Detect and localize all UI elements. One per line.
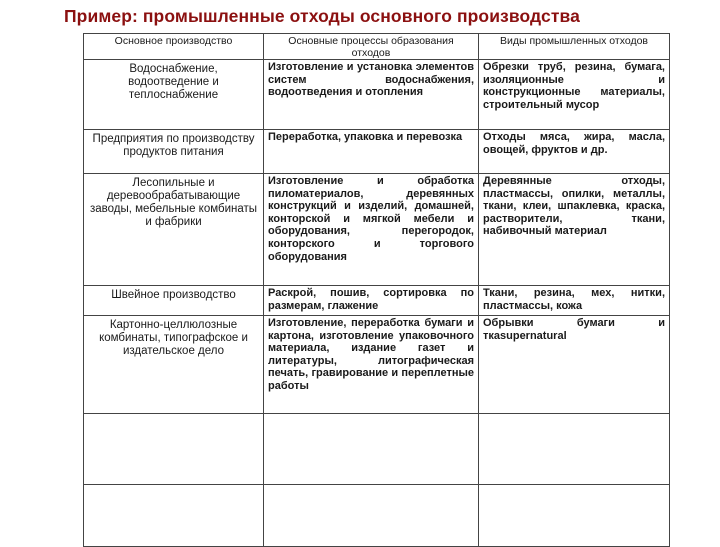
waste-cell: Деревянные отходы, пластмассы, опилки, металлы, ткани, клеи, шпаклевка, краска, растворители, ткани, набивочный материал bbox=[479, 174, 670, 286]
production-cell: Швейное производство bbox=[84, 286, 264, 316]
table-row bbox=[84, 414, 670, 485]
table-row bbox=[84, 485, 670, 547]
processes-cell: Изготовление, переработка бумаги и картона, изготовление упаковочного материала, издание газет и литературы, литографическая печать, гравирование и переплетные работы bbox=[264, 316, 479, 414]
header-processes: Основные процессы образования отходов bbox=[264, 34, 479, 60]
table-row bbox=[84, 316, 670, 414]
processes-cell: Раскрой, пошив, сортировка по размерам, глажение bbox=[264, 286, 479, 316]
table-row bbox=[84, 174, 670, 286]
processes-cell bbox=[264, 414, 479, 485]
waste-table bbox=[83, 33, 670, 547]
page-title: Пример: промышленные отходы основного производства bbox=[64, 6, 580, 26]
header-waste: Виды промышленных отходов bbox=[479, 34, 670, 60]
processes-cell: Изготовление и установка элементов систем водоснабжения, водоотведения и отопления bbox=[264, 60, 479, 130]
table-row bbox=[84, 60, 670, 130]
production-cell bbox=[84, 414, 264, 485]
production-cell: Картонно-целлюлозные комбинаты, типографское и издательское дело bbox=[84, 316, 264, 414]
waste-cell: Отходы мяса, жира, масла, овощей, фруктов и др. bbox=[479, 130, 670, 174]
table-header-row bbox=[84, 34, 670, 60]
production-cell: Лесопильные и деревообрабатывающие заводы, мебельные комбинаты и фабрики bbox=[84, 174, 264, 286]
waste-cell bbox=[479, 414, 670, 485]
production-cell: Предприятия по производству продуктов питания bbox=[84, 130, 264, 174]
waste-cell: Ткани, резина, мех, нитки, пластмассы, кожа bbox=[479, 286, 670, 316]
production-cell bbox=[84, 485, 264, 547]
processes-cell: Изготовление и обработка пиломатериалов, деревянных конструкций и изделий, домашней, конторской и мягкой мебели и оборудования, перегородок, конторского и торгового оборудования bbox=[264, 174, 479, 286]
waste-cell bbox=[479, 485, 670, 547]
processes-cell bbox=[264, 485, 479, 547]
table-row bbox=[84, 286, 670, 316]
waste-cell: Обрывки бумаги и ткаsupernatural bbox=[479, 316, 670, 414]
processes-cell: Переработка, упаковка и перевозка bbox=[264, 130, 479, 174]
header-production: Основное производство bbox=[84, 34, 264, 60]
production-cell: Водоснабжение, водоотведение и теплоснабжение bbox=[84, 60, 264, 130]
waste-cell: Обрезки труб, резина, бумага, изоляционные и конструкционные материалы, строительный мусор bbox=[479, 60, 670, 130]
table-row bbox=[84, 130, 670, 174]
